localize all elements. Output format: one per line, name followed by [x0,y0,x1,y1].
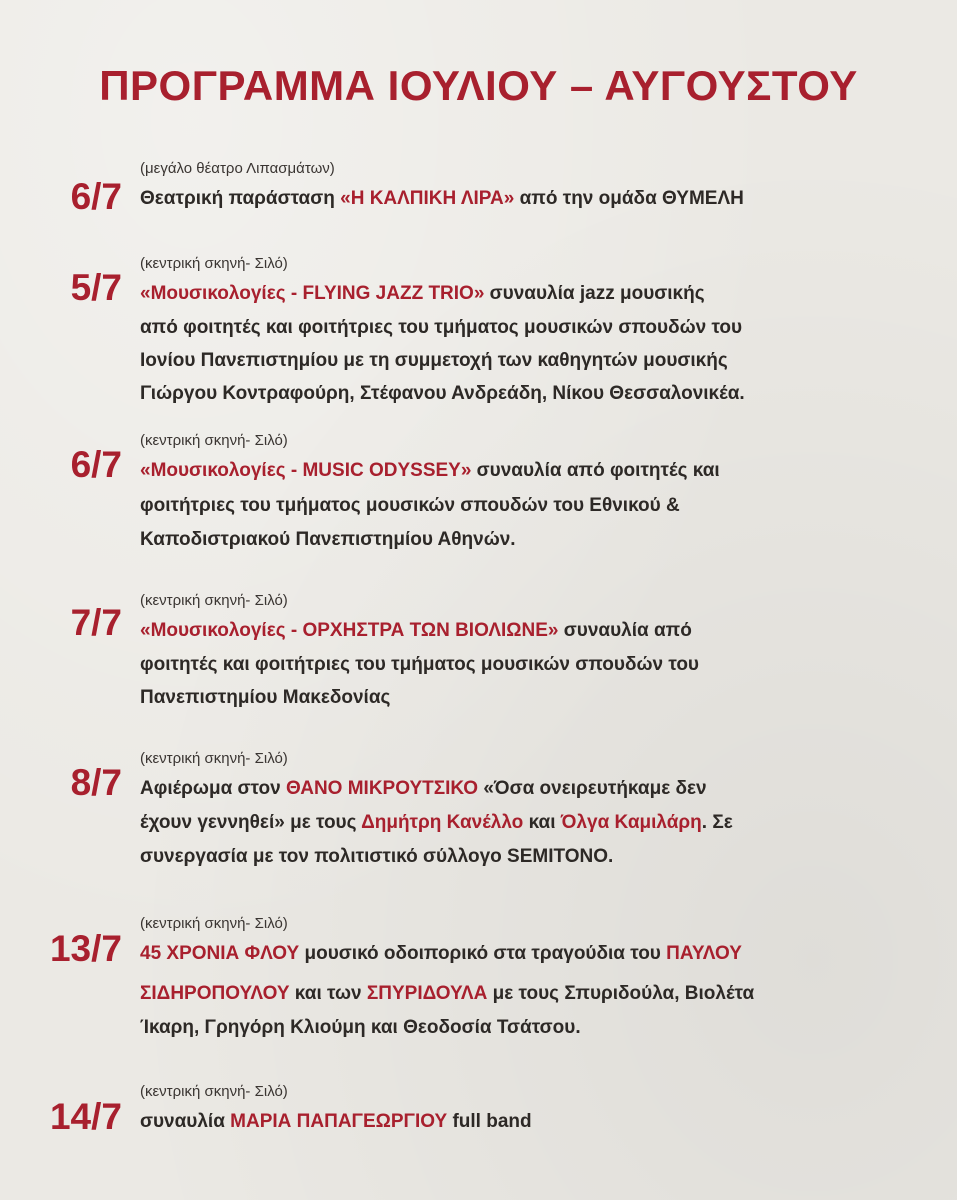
event-line: Αφιέρωμα στον ΘΑΝΟ ΜΙΚΡΟΥΤΣΙΚΟ «Όσα ονειρευτήκαμε δεν [140,778,707,799]
event-line: Γιώργου Κοντραφούρη, Στέφανου Ανδρεάδη, Νίκου Θεσσαλονικέα. [140,383,745,404]
event-venue: (κεντρική σκηνή- Σιλό) [140,1083,288,1100]
event-line: 45 ΧΡΟΝΙΑ ΦΛΟΥ μουσικό οδοιπορικό στα τραγούδια του ΠΑΥΛΟΥ [140,943,742,964]
event-date: 14/7 [49,1096,122,1137]
event-venue: (μεγάλο θέατρο Λιπασμάτων) [140,160,335,177]
event-line: φοιτήτριες του τμήματος μουσικών σπουδών του Εθνικού & [140,495,680,516]
event-date: 6/7 [70,176,122,217]
event-line: Ίκαρη, Γρηγόρη Κλιούμη και Θεοδοσία Τσάτσου. [140,1017,581,1038]
event-line: έχουν γεννηθεί» με τους Δημήτρη Κανέλλο και Όλγα Καμιλάρη. Σε [140,812,733,833]
event-line: από φοιτητές και φοιτήτριες του τμήματος μουσικών σπουδών του [140,317,743,338]
event-venue: (κεντρική σκηνή- Σιλό) [140,592,288,609]
event-line: Ιονίου Πανεπιστημίου με τη συμμετοχή των καθηγητών μουσικής [140,350,728,371]
event-date: 8/7 [70,762,122,803]
event-date: 13/7 [49,928,122,969]
event-line: Πανεπιστημίου Μακεδονίας [140,687,391,708]
event-venue: (κεντρική σκηνή- Σιλό) [140,255,288,272]
event-line: φοιτητές και φοιτήτριες του τμήματος μουσικών σπουδών του [140,654,699,675]
event-line: Καποδιστριακού Πανεπιστημίου Αθηνών. [140,529,516,550]
event-line: Θεατρική παράσταση «Η ΚΑΛΠΙΚΗ ΛΙΡΑ» από την ομάδα ΘΥΜΕΛΗ [140,188,744,209]
event-date: 5/7 [70,267,122,308]
event-line: συνεργασία με τον πολιτιστικό σύλλογο SEMITONO. [140,846,614,867]
event-line: «Μουσικολογίες - FLYING JAZZ TRIO» συναυλία jazz μουσικής [140,283,705,304]
event-line: «Μουσικολογίες - MUSIC ODYSSEY» συναυλία από φοιτητές και [140,460,720,481]
event-line: συναυλία ΜΑΡΙΑ ΠΑΠΑΓΕΩΡΓΙΟΥ full band [140,1111,532,1132]
event-date: 7/7 [70,602,122,643]
event-venue: (κεντρική σκηνή- Σιλό) [140,915,288,932]
event-line: ΣΙΔΗΡΟΠΟΥΛΟΥ και των ΣΠΥΡΙΔΟΥΛΑ με τους Σπυριδούλα, Βιολέτα [140,983,755,1004]
event-venue: (κεντρική σκηνή- Σιλό) [140,432,288,449]
event-venue: (κεντρική σκηνή- Σιλό) [140,750,288,767]
page-title: ΠΡΟΓΡΑΜΜΑ ΙΟΥΛΙΟΥ – ΑΥΓΟΥΣΤΟΥ [99,62,858,109]
event-line: «Μουσικολογίες - ΟΡΧΗΣΤΡΑ ΤΩΝ ΒΙΟΛΙΩΝΕ» συναυλία από [140,620,692,641]
event-date: 6/7 [70,444,122,485]
